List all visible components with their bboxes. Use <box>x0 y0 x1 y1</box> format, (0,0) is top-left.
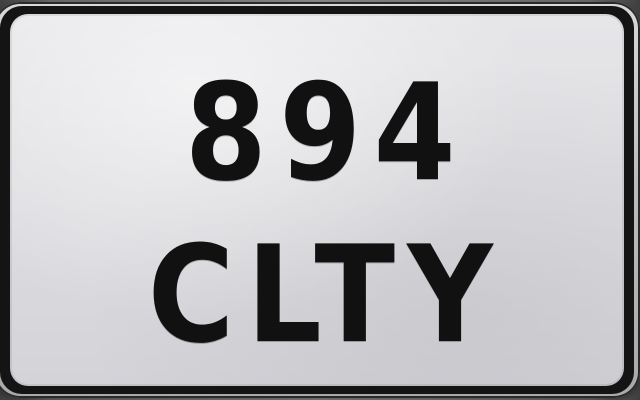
plate-number-line-2: CLTY <box>147 217 506 373</box>
plate-number-line-1: 894 <box>184 55 468 211</box>
license-plate-face <box>10 14 624 386</box>
